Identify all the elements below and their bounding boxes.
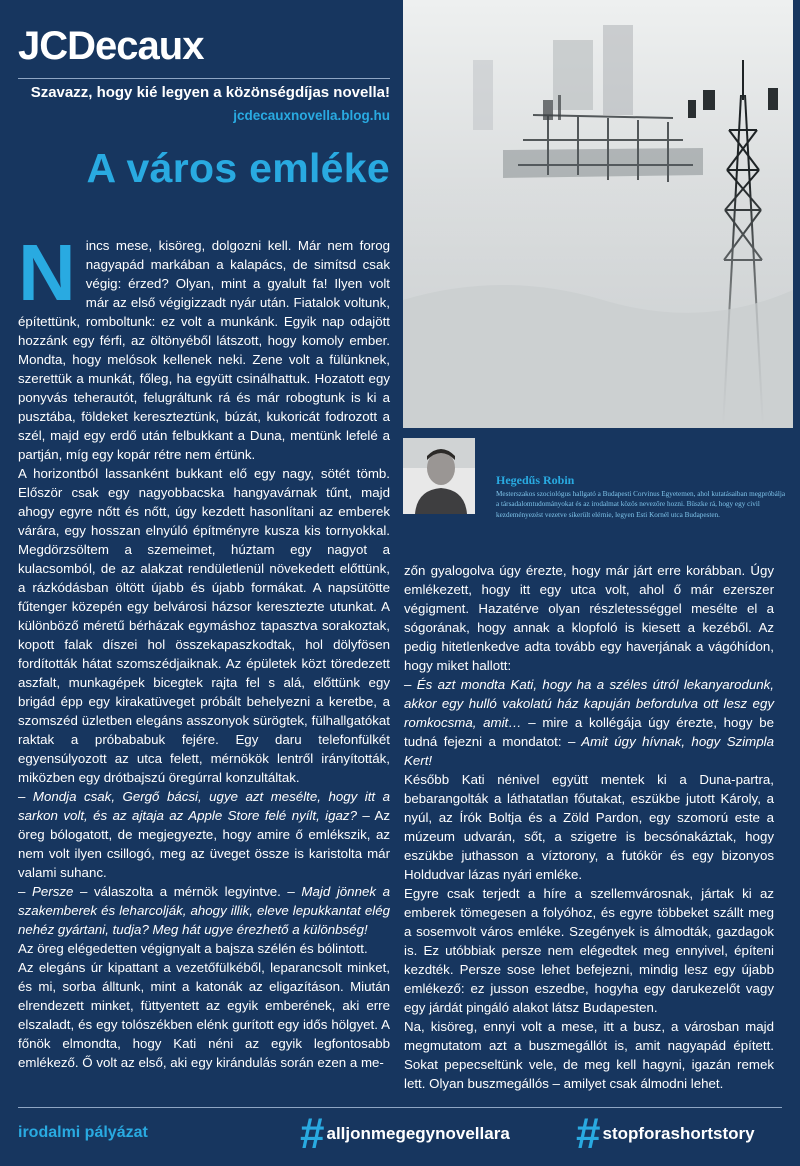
author-portrait-icon: [403, 438, 475, 514]
dialogue-text: Persze: [32, 884, 74, 899]
dialogue-text: – mire a kollégája úgy érezte, hogy be tudná fejezni a mondatot:: [404, 715, 774, 749]
paragraph: Az elegáns úr kipattant a vezetőfülkéből, leparancsolt minket, és mi, sorba álltunk, mint a katonák az eligazításon. Miután elrendezett minket, füttyentett az egyik emberének, aki erre elszaladt, és egy tolószékben elénk gurított egy idős hölgyet. A főnök elmondta, hogy Kati néni az egyik legfontosabb emlékező. Ő volt az első, aki egy kirándulás során ezen a me-: [18, 960, 390, 1070]
blog-link[interactable]: jcdecauxnovella.blog.hu: [233, 108, 390, 123]
dialogue-text: –: [18, 884, 32, 899]
vote-headline: Szavazz, hogy kié legyen a közönségdíjas novella!: [30, 84, 390, 101]
paragraph: zőn gyalogolva úgy érezte, hogy már járt erre korábban. Úgy emlékezett, hogy itt egy utca volt, ahol ő már ezerszer végigment. Hazatérve olyan részletességgel mesélte el a sógorának, hogy annak a klopfoló is kiesett a kezéből. Az pedig hitetlenkedve adta tovább egy haverjának a vágóhídon, hogy miket hallott:: [404, 563, 774, 673]
dialogue-text: Majd jönnek a szakemberek és leharcolják, ahogy illik, eleve lepukkantat elég nehéz gyártani, tudja? Meg hát ugye érezhető a különbség!: [18, 884, 390, 937]
hashtag-alljonmegegynovellara[interactable]: [300, 1109, 510, 1158]
drop-cap: N: [18, 228, 76, 317]
author-name: Hegedűs Robin: [496, 473, 575, 487]
story-column-1: [18, 228, 390, 1072]
dialogue-text: – Mondja csak, Gergő bácsi, ugye azt mesélte, hogy itt a sarkon volt, és az ajtaja az Apple Store felé nyílt, igaz?: [18, 789, 390, 823]
foggy-city-photo-icon: [403, 0, 793, 428]
story-title: A város emléke: [86, 145, 390, 191]
hashtag-text: stopforashortstory: [602, 1124, 755, 1143]
hashtag-text: alljonmegegynovellara: [326, 1124, 510, 1143]
hashtag-stopforashortstory[interactable]: [576, 1109, 755, 1158]
paragraph: A horizontból lassanként bukkant elő egy nagy, sötét tömb. Először csak egy nagyobbacska hangyavárnak tűnt, majd ahogy egyre nőtt és nőtt, úgy kezdett hasonlítani az emberek várára, egy hosszan elnyúló építményre kusza kis tornyokkal. Megdörzsöltem a szemeimet, húztam egy nagyot a kulacsomból, de az alakzat rendületlenül növekedett előttünk, a rázkódásban öltött újabb és újabb formákat. A napsütötte fűtenger közepén egy belvárosi házsor keresztezte utunkat. A különböző méretű bérházak egymáshoz tapasztva sorakoztak, kopott falak díszei hol összekapaszkodtak, hol dölyfösen fordították hátat szomszédjaiknak. Az épületek közt töredezett aszfalt, munkagépek bicegtek rajta fel s alá, előttünk egy brigád épp egy kirakatüveget próbált behelyezni a keretbe, a szomszéd üzletben elegáns asszonyok sürögtek, fülhallgatókat raktak a próbababuk fejére. Egy daru telefonfülkét egyensúlyozott az utca felett, mérnökök lentről irányították, miközben egy drótbajszú öregúrral konzultáltak.: [18, 466, 390, 785]
story-column-2: [404, 561, 774, 1093]
dialogue-paragraph: [404, 675, 774, 770]
jcdecaux-logo: JCDecaux: [18, 24, 204, 68]
footer-label: irodalmi pályázat: [18, 1124, 148, 1141]
dialogue-text: – Az öreg bólogatott, de megjegyezte, hogy amire ő emlékszik, az nem volt ilyen csillogó, meg az üveget össze is karistolta már valami suhanc.: [18, 808, 390, 880]
paragraph: Egyre csak terjedt a híre a szellemvárosnak, jártak ki az emberek tömegesen a folyóhoz, és egyre többeket szállt meg a sosemvolt város emléke. Szegények is álmodták, gazdagok is. Ez utóbbiak persze nem elégedtek meg ennyivel, építeni kezdték. Persze sose lehet befejezni, mindig lesz egy újabb emlékező: ez jusson eszedbe, hogyha egy darukezelőt vagy egy járdát pingáló alakot látsz Budapesten.: [404, 886, 774, 1015]
hashtag-icon: #: [576, 1109, 601, 1158]
footer-divider: [18, 1107, 782, 1108]
paragraph: incs mese, kisöreg, dolgozni kell. Már nem forog nagyapád markában a kalapács, de simítsd csak végig: érzed? Olyan, mint a gyalult fa! Ilyen volt már az első végigizzadt nyár után. Fiatalok voltunk, építettünk, romboltunk: ez volt a munkánk. Egyik nap odajött hozzánk egy férfi, az öltönyéből látszott, hogy komoly ember. Mondta, hogy melósok kellenek neki. Zene volt a fülünknek, szerettük a munkát, főleg, ha együtt csinálhattuk. Hozatott egy ponyvás teherautót, felugráltunk rá és már robogtunk is ki a pusztába, földeket kereszteztünk, búzát, kukoricát fodrozott a szél, majd egy erdő után felbukkant a Duna, mentünk lefelé a partján, míg egy kopár rétre nem értünk.: [18, 238, 390, 462]
dialogue-paragraph: [18, 882, 390, 939]
author-bio: Mesterszakos szociológus hallgató a Budapesti Corvinus Egyetemen, ahol kutatásaiban megpróbálja a társadalomtudományokat és az irodalmat közös nevezőre hozni. Büszke rá, hogy egy civil kezdeményezést vezetve sikerült elérnie, legyen Esti Kornél utca Budapesten.: [496, 490, 786, 519]
paragraph: Az öreg elégedetten végignyalt a bajsza szélén és bólintott.: [18, 941, 368, 956]
dialogue-text: – válaszolta a mérnök legyintve. –: [73, 884, 302, 899]
header-divider: [18, 78, 390, 79]
dialogue-text: – És azt mondta Kati, hogy ha a széles útról lekanyarodunk, akkor egy hulló vakolatú ház kapuján befordulva ott lesz egy romkocsma, amit…: [404, 677, 774, 730]
paragraph: Később Kati nénivel együtt mentek ki a Duna-partra, bebarangolták a láthatatlan főutakat, eszükbe jutott Károly, a nyúl, az Írók Boltja és a Zöld Pardon, egy szomorú este a múzeum udvarán, sőt, a szigetre is becsónakáztak, hogy eszükbe juthasson a víztorony, a futókör és egy bizonyos Holdudvar lázas nyári emléke.: [404, 772, 774, 882]
dialogue-text: – Amit úgy hívnak, hogy Szimpla Kert!: [404, 734, 774, 768]
paragraph: Na, kisöreg, ennyi volt a mese, itt a busz, a városban majd megmutatom azt a buszmegállót is, amit nagyapád épített. Sokat pepecseltünk vele, de meg kell hagyni, igazán remek lett. Olyan buszmegállós – amilyet csak álmodni lehet.: [404, 1019, 774, 1091]
dialogue-paragraph: [18, 787, 390, 882]
hashtag-icon: #: [300, 1109, 325, 1158]
